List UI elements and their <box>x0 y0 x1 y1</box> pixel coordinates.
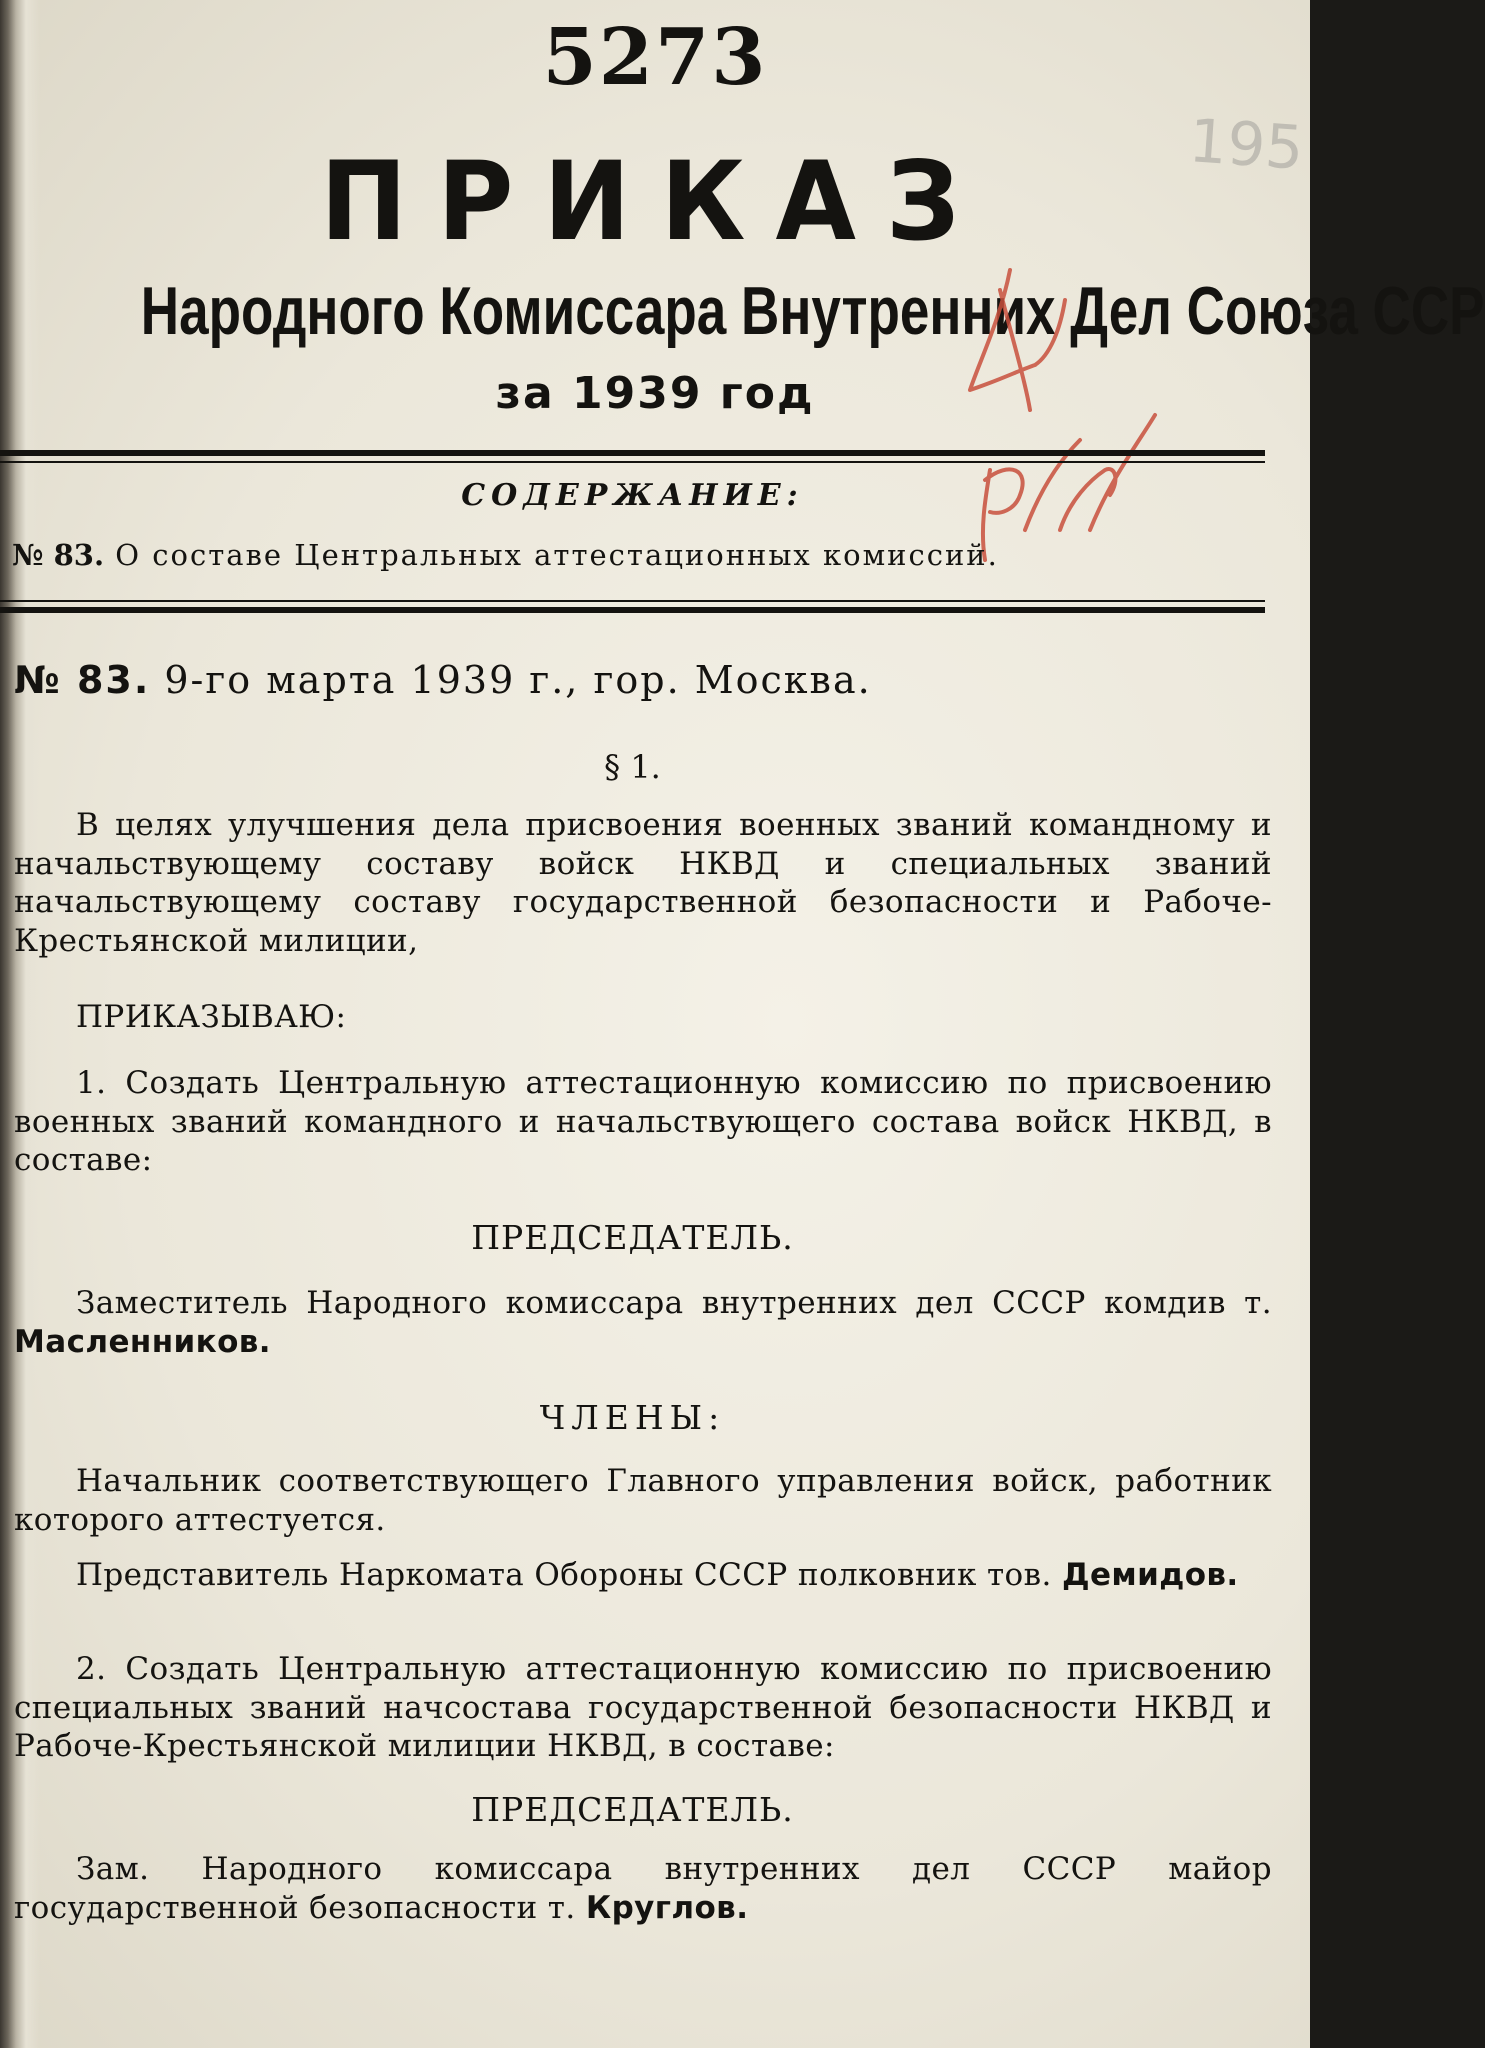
contents-item <box>12 538 999 572</box>
member-1-paragraph: Начальник соответствующего Главного управления войск, работник которого аттестуется. <box>14 1463 1272 1538</box>
masthead-subtitle: Народного Комиссара Внутренних Дел Союза ССР <box>140 273 1485 349</box>
chairman-1-text: Заместитель Народного комиссара внутренних дел СССР комдив т. <box>76 1285 1272 1321</box>
order-header-number: № 83. <box>14 658 151 702</box>
contents-heading: СОДЕРЖАНИЕ: <box>461 478 804 513</box>
rule-bottom-thick <box>0 607 1265 613</box>
pencil-margin-note: 195 <box>1187 106 1307 184</box>
members-heading: ЧЛЕНЫ: <box>539 1398 726 1437</box>
chairman-1-paragraph <box>14 1284 1272 1361</box>
contents-item-number: № 83. <box>12 538 105 572</box>
chairman-1-name: Масленников. <box>14 1323 271 1360</box>
decree-heading: ПРИКАЗЫВАЮ: <box>76 999 347 1035</box>
masthead-title: ПРИКАЗ <box>320 136 990 266</box>
rule-bottom-thin <box>0 600 1265 602</box>
order-header-date: 9-го марта 1939 г., гор. Москва. <box>164 658 872 702</box>
order-number: 5273 <box>542 12 768 103</box>
item-2-paragraph: 2. Создать Центральную аттестационную комиссию по присвоению специальных званий начсостава государственной безопасности НКВД и Рабоче-Крестьянской милиции НКВД, в составе: <box>14 1651 1272 1764</box>
chairman-2-text: Зам. Народного комиссара внутренних дел СССР майор государственной безопасности т. <box>14 1851 1272 1926</box>
chairman-heading-2: ПРЕДСЕДАТЕЛЬ. <box>471 1790 794 1829</box>
chairman-heading-1: ПРЕДСЕДАТЕЛЬ. <box>471 1218 794 1257</box>
chairman-2-name: Круглов. <box>585 1889 749 1926</box>
rule-top-thick <box>0 450 1265 456</box>
preamble-paragraph: В целях улучшения дела присвоения военных званий командному и начальствующему составу войск НКВД и специальных званий начальствующему составу государственной безопасности и Рабоче-Крестьянской милиции, <box>14 807 1272 959</box>
rule-top-thin <box>0 461 1265 463</box>
member-2-text: Представитель Наркомата Обороны СССР полковник тов. <box>76 1557 1052 1593</box>
item-1-paragraph: 1. Создать Центральную аттестационную комиссию по присвоению военных званий командного и начальствующего состава войск НКВД, в составе: <box>14 1065 1272 1178</box>
chairman-2-paragraph <box>14 1850 1272 1927</box>
member-2-name: Демидов. <box>1061 1557 1239 1593</box>
masthead-year: за 1939 год <box>495 368 815 419</box>
member-2-paragraph <box>14 1556 1272 1595</box>
section-mark: § 1. <box>604 748 661 786</box>
order-header <box>14 658 872 702</box>
contents-item-text: О составе Центральных аттестационных комиссий. <box>115 538 999 572</box>
handwritten-signature-mark <box>940 230 1180 590</box>
